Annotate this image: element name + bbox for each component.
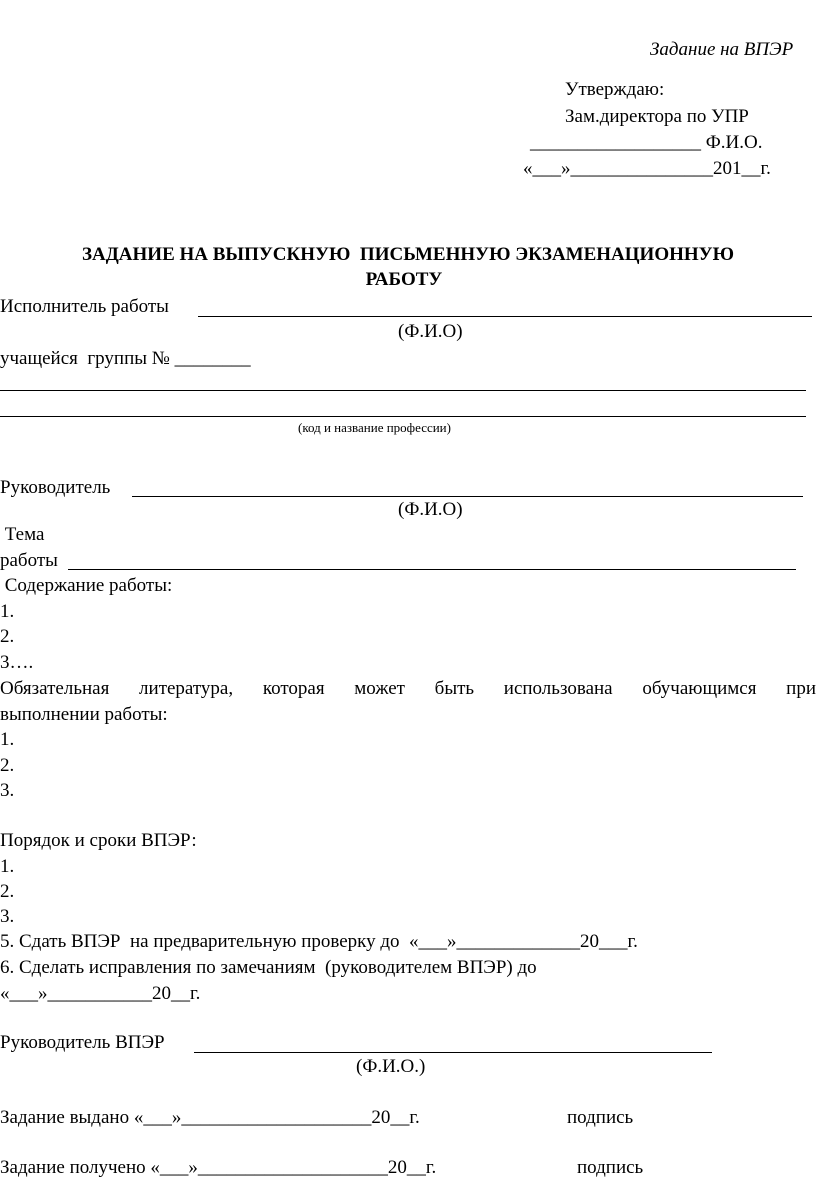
schedule-item-6-line1: 6. Сделать исправления по замечаниям (руководителем ВПЭР) до <box>0 957 537 978</box>
schedule-item: 1. <box>0 856 15 877</box>
received-label: Задание получено «___»____________________20__г. <box>0 1157 437 1178</box>
content-item: 1. <box>0 601 15 622</box>
profession-hint: (код и название профессии) <box>298 420 451 435</box>
approval-date-line: «___»_______________201__г. <box>523 158 771 179</box>
literature-line1: Обязательная литература, которая может быть использована обучающимся при <box>0 678 816 699</box>
literature-item: 1. <box>0 729 15 750</box>
schedule-item: 3. <box>0 906 15 927</box>
approve-label: Утверждаю: <box>565 79 665 100</box>
supervisor-fio-hint: (Ф.И.О) <box>398 499 463 520</box>
signoff-supervisor-label: Руководитель ВПЭР <box>0 1032 165 1053</box>
content-item: 3…. <box>0 652 34 673</box>
supervisor-fill-line <box>132 496 803 497</box>
approver-role: Зам.директора по УПР <box>565 106 749 127</box>
schedule-item: 2. <box>0 881 15 902</box>
issued-signature: подпись <box>567 1107 634 1128</box>
task-label: Задание на ВПЭР <box>650 39 794 60</box>
content-item: 2. <box>0 626 15 647</box>
executor-label: Исполнитель работы <box>0 296 169 317</box>
document-title-line1: ЗАДАНИЕ НА ВЫПУСКНУЮ ПИСЬМЕННУЮ ЭКЗАМЕНАЦИОННУЮ <box>81 244 735 265</box>
topic-label-line1: Тема <box>0 524 45 545</box>
schedule-item-5: 5. Сдать ВПЭР на предварительную проверку до «___»_____________20___г. <box>0 931 638 952</box>
literature-item: 3. <box>0 780 15 801</box>
topic-fill-line <box>68 569 796 570</box>
signoff-supervisor-fill-line <box>194 1052 712 1053</box>
content-label: Содержание работы: <box>0 575 173 596</box>
signoff-supervisor-hint: (Ф.И.О.) <box>356 1056 426 1077</box>
received-signature: подпись <box>577 1157 644 1178</box>
supervisor-label: Руководитель <box>0 477 111 498</box>
document-title-line2: РАБОТУ <box>365 269 443 290</box>
issued-label: Задание выдано «___»____________________20__г. <box>0 1107 420 1128</box>
profession-fill-line-1 <box>0 390 806 391</box>
executor-fill-line <box>198 316 812 317</box>
schedule-label: Порядок и сроки ВПЭР: <box>0 830 197 851</box>
literature-item: 2. <box>0 755 15 776</box>
literature-line2: выполнении работы: <box>0 704 168 725</box>
schedule-item-6-line2: «___»___________20__г. <box>0 983 201 1004</box>
approver-fio-line: __________________ Ф.И.О. <box>530 132 763 153</box>
executor-fio-hint: (Ф.И.О) <box>398 321 463 342</box>
group-label: учащейся группы № ________ <box>0 348 251 369</box>
topic-label-line2: работы <box>0 550 58 571</box>
